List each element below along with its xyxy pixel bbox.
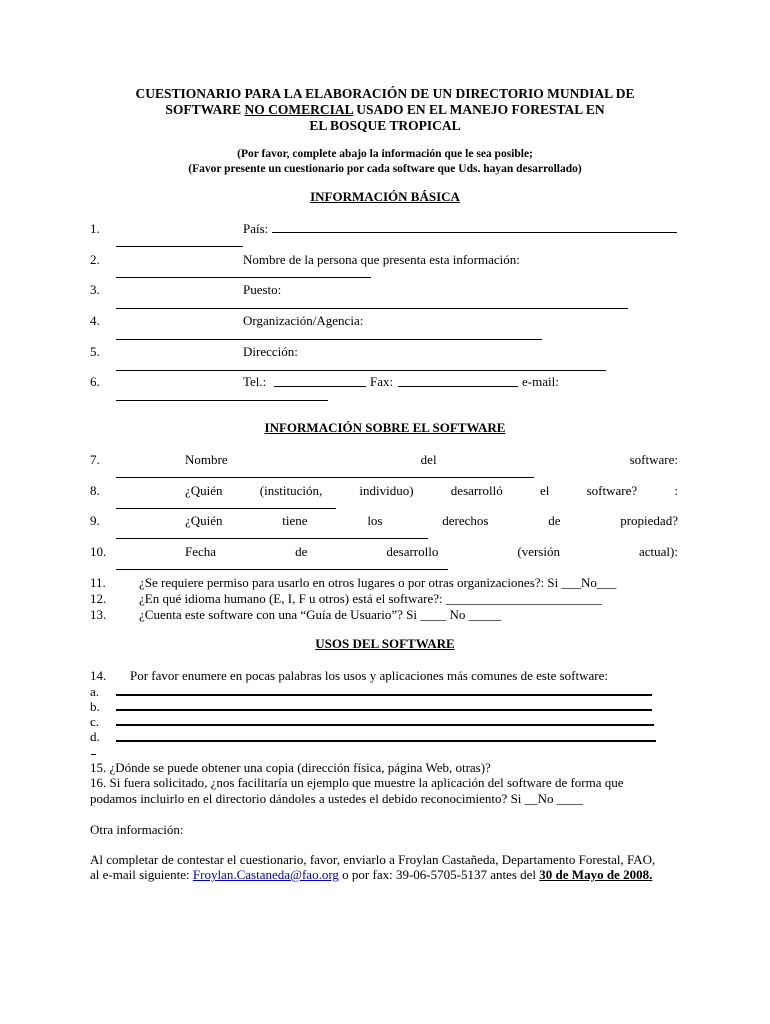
item-number-11: 11. xyxy=(90,575,106,590)
word: actual): xyxy=(638,544,678,559)
word: Fecha xyxy=(185,544,217,559)
word: derechos xyxy=(442,513,489,528)
word: software: xyxy=(629,452,678,467)
stray-dash xyxy=(91,754,96,755)
other-info-label: Otra información: xyxy=(90,822,184,837)
item-number-10: 10. xyxy=(90,544,107,559)
word: propiedad? xyxy=(620,513,678,528)
ownership-label xyxy=(185,513,678,529)
organization-label: Organización/Agencia: xyxy=(243,313,364,328)
closing-line-2-mid: o por fax: 39-06-5705-5137 antes del xyxy=(338,867,540,882)
use-answer-d[interactable] xyxy=(116,740,656,742)
fax-field[interactable] xyxy=(398,386,518,387)
item-number-8: 8. xyxy=(90,483,100,498)
word: tiene xyxy=(282,513,308,528)
submitter-name-label: Nombre de la persona que presenta esta información: xyxy=(243,252,520,267)
email-field[interactable] xyxy=(116,400,328,401)
language-question[interactable]: ¿En qué idioma humano (E, I, F u otros) está el software?: ________________________ xyxy=(139,591,602,606)
section-heading-basic: INFORMACIÓN BÁSICA xyxy=(310,189,460,204)
uses-question: Por favor enumere en pocas palabras los usos y aplicaciones más comunes de este software: xyxy=(130,668,608,683)
item-number-2: 2. xyxy=(90,252,100,267)
example-question-line-1: 16. Si fuera solicitado, ¿nos facilitaría un ejemplo que muestre la aplicación del software de forma que xyxy=(90,775,624,790)
word: (institución, xyxy=(259,483,323,498)
word: software? xyxy=(586,483,638,498)
word: de xyxy=(548,513,561,528)
title-line-2 xyxy=(0,102,770,118)
section-heading-software: INFORMACIÓN SOBRE EL SOFTWARE xyxy=(264,420,506,435)
word: Nombre xyxy=(185,452,228,467)
submitter-name-field[interactable] xyxy=(116,277,371,278)
item-number-6: 6. xyxy=(90,374,100,389)
email-label: e-mail: xyxy=(522,374,559,389)
title-line-2-post: USADO EN EL MANEJO FORESTAL EN xyxy=(352,102,605,117)
closing-line-2 xyxy=(90,867,652,883)
developer-field[interactable] xyxy=(116,508,336,509)
word: el xyxy=(539,483,550,498)
use-answer-a[interactable] xyxy=(116,694,652,696)
permission-question[interactable]: ¿Se requiere permiso para usarlo en otros lugares o por otras organizaciones?: Si ___No___ xyxy=(139,575,617,590)
word: desarrollo xyxy=(386,544,439,559)
release-date-label xyxy=(185,544,678,560)
software-name-field[interactable] xyxy=(116,477,534,478)
country-field-continuation[interactable] xyxy=(116,246,243,247)
item-number-7: 7. xyxy=(90,452,100,467)
title-line-2-pre: SOFTWARE xyxy=(165,102,245,117)
example-question-line-2[interactable]: podamos incluirlo en el directorio dándoles a ustedes el debido reconocimiento? Si __No ____ xyxy=(90,791,583,806)
fax-label: Fax: xyxy=(370,374,394,389)
document-title xyxy=(0,86,770,134)
instructions-note xyxy=(0,147,770,177)
word: ¿Quién xyxy=(185,513,223,528)
item-number-1: 1. xyxy=(90,221,100,236)
address-label: Dirección: xyxy=(243,344,298,359)
address-field[interactable] xyxy=(116,370,606,371)
word: los xyxy=(367,513,383,528)
item-number-9: 9. xyxy=(90,513,100,528)
use-answer-b[interactable] xyxy=(116,709,652,711)
item-number-3: 3. xyxy=(90,282,100,297)
answer-letter-c: c. xyxy=(90,714,100,729)
note-line-1: (Por favor, complete abajo la información que le sea posible; xyxy=(237,148,533,160)
item-number-13: 13. xyxy=(90,607,107,622)
ownership-field[interactable] xyxy=(116,538,428,539)
developer-label xyxy=(185,483,678,499)
use-answer-c[interactable] xyxy=(116,724,654,726)
word: ¿Quién xyxy=(185,483,223,498)
item-number-12: 12. xyxy=(90,591,107,606)
word: : xyxy=(674,483,678,498)
organization-field[interactable] xyxy=(116,339,542,340)
word: desarrolló xyxy=(450,483,503,498)
country-field[interactable] xyxy=(272,232,677,233)
word: del xyxy=(420,452,437,467)
item-number-5: 5. xyxy=(90,344,100,359)
item-number-14: 14. xyxy=(90,668,107,683)
title-line-1: CUESTIONARIO PARA LA ELABORACIÓN DE UN DIRECTORIO MUNDIAL DE xyxy=(135,86,635,101)
word: individuo) xyxy=(359,483,414,498)
title-line-3: EL BOSQUE TROPICAL xyxy=(309,118,461,133)
answer-letter-a: a. xyxy=(90,684,100,699)
position-label: Puesto: xyxy=(243,282,282,297)
answer-letter-d: d. xyxy=(90,729,100,744)
closing-line-2-pre: al e-mail siguiente: xyxy=(90,867,193,882)
section-heading-uses: USOS DEL SOFTWARE xyxy=(315,636,455,651)
word: (versión xyxy=(517,544,560,559)
contact-email-link[interactable]: Froylan.Castaneda@fao.org xyxy=(192,867,339,882)
title-underlined-term: NO COMERCIAL xyxy=(244,102,353,117)
release-date-field[interactable] xyxy=(116,569,448,570)
user-guide-question[interactable]: ¿Cuenta este software con una “Guía de Usuario”? Si ____ No _____ xyxy=(139,607,502,622)
country-label: País: xyxy=(243,221,269,236)
copy-source-question[interactable]: 15. ¿Dónde se puede obtener una copia (dirección física, página Web, otras)? xyxy=(90,760,491,775)
deadline-date: 30 de Mayo de 2008. xyxy=(539,867,653,882)
closing-line-1: Al completar de contestar el cuestionario, favor, enviarlo a Froylan Castañeda, Departamento Forestal, FAO, xyxy=(90,852,656,867)
item-number-4: 4. xyxy=(90,313,100,328)
phone-field[interactable] xyxy=(274,386,366,387)
word: de xyxy=(295,544,308,559)
software-name-label xyxy=(185,452,678,468)
answer-letter-b: b. xyxy=(90,699,100,714)
position-field[interactable] xyxy=(116,308,628,309)
note-line-2: (Favor presente un cuestionario por cada software que Uds. hayan desarrollado) xyxy=(188,163,582,175)
phone-label: Tel.: xyxy=(243,374,267,389)
